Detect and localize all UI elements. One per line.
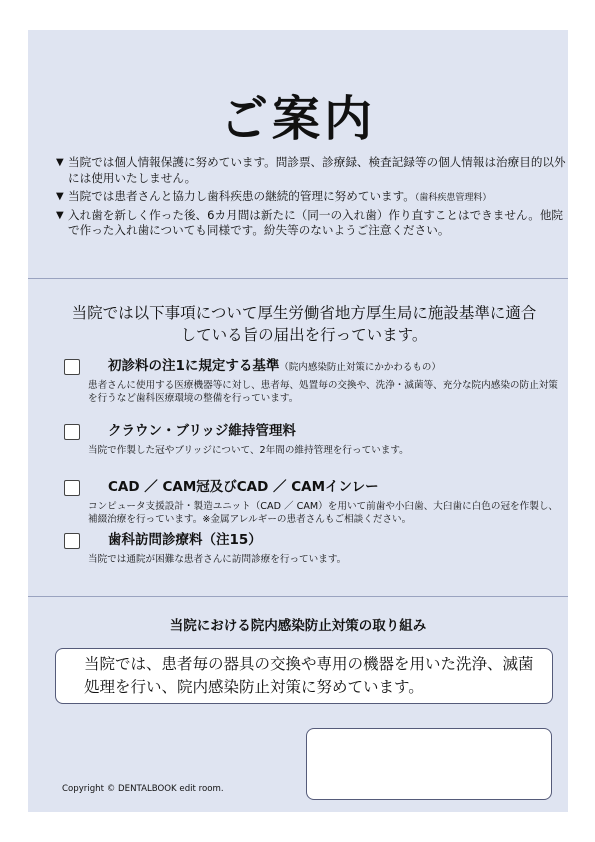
notice-item: [56, 155, 566, 188]
section-divider: [28, 596, 568, 597]
notice-text: 当院では患者さんと協力し歯科疾患の継続的管理に努めています。（歯科疾患管理料）: [68, 189, 492, 203]
notice-text: 当院では個人情報保護に努めています。問診票、診療録、検査記録等の個人情報は治療目的以外には使用いたしません。: [68, 155, 566, 185]
standard-description: 患者さんに使用する医療機器等に対し、患者毎、処置毎の交換や、洗浄・滅菌等、充分な院内感染の防止対策を行うなど歯科医療環境の整備を行っています。: [88, 380, 558, 404]
standard-item: [64, 532, 564, 566]
standard-label: CAD ／ CAM冠及びCAD ／ CAMインレー: [108, 479, 379, 495]
infection-control-heading: 当院における院内感染防止対策の取り組み: [169, 618, 427, 634]
notice-list: [56, 155, 566, 242]
standard-description: 当院では通院が困難な患者さんに訪問診療を行っています。: [88, 554, 347, 565]
notice-item: [56, 189, 566, 207]
notice-item: [56, 208, 566, 241]
standard-label: 初診料の注1に規定する基準（院内感染防止対策にかかわるもの）: [108, 358, 441, 374]
notice-note: （歯科疾患管理料）: [414, 193, 492, 203]
standard-label: クラウン・ブリッジ維持管理料: [108, 423, 296, 439]
standard-item: [64, 479, 564, 526]
checkbox[interactable]: [64, 359, 80, 375]
infection-control-message: 当院では、患者毎の器具の交換や専用の機器を用いた洗浄、滅菌処理を行い、院内感染防止対策に努めています。: [55, 648, 553, 704]
section-divider: [28, 278, 568, 279]
checkbox[interactable]: [64, 424, 80, 440]
standard-label: 歯科訪問診療料（注15）: [108, 532, 262, 548]
standard-description: 当院で作製した冠やブリッジについて、2年間の維持管理を行っています。: [88, 445, 409, 456]
facility-standards-list: [64, 358, 564, 566]
standard-item: [64, 358, 564, 405]
triangle-marker-icon: ▼: [56, 157, 64, 168]
standard-item: [64, 423, 564, 457]
triangle-marker-icon: ▼: [56, 191, 64, 202]
checkbox[interactable]: [64, 480, 80, 496]
clinic-stamp-box: [306, 728, 552, 800]
standard-description: コンピュータ支援設計・製造ユニット（CAD ／ CAM）を用いて前歯や小臼歯、大臼歯に白色の冠を作製し、補綴治療を行っています。※金属アレルギーの患者さんもご相談ください。: [88, 501, 559, 525]
facility-standards-heading: 当院では以下事項について厚生労働省地方厚生局に施設基準に適合している旨の届出を行っています。: [71, 304, 537, 344]
page-title: ご案内: [219, 91, 376, 147]
checkbox[interactable]: [64, 533, 80, 549]
notice-text: 入れ歯を新しく作った後、6カ月間は新たに（同一の入れ歯）作り直すことはできません。他院で作った入れ歯についても同様です。紛失等のないようご注意ください。: [68, 207, 564, 237]
copyright-text: Copyright © DENTALBOOK edit room.: [62, 784, 224, 794]
triangle-marker-icon: ▼: [56, 209, 64, 221]
